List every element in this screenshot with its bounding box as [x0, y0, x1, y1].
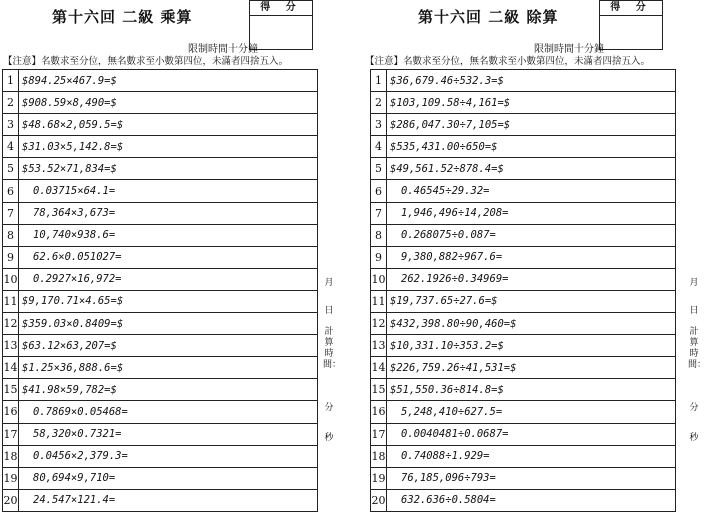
problem-row: [3, 379, 318, 401]
problem-row: [3, 401, 318, 423]
problem-number: 20: [371, 490, 387, 511]
problem-expression: $432,398.80÷90,460=$: [390, 317, 517, 330]
problem-expression: $51,550.36÷814.8=$: [390, 383, 504, 396]
day-label: 日: [689, 306, 699, 316]
problem-number: 10: [3, 269, 19, 290]
problem-list: [2, 69, 318, 512]
instruction-note: 【注意】名數求至分位，無名數求至小數第四位，未滿者四捨五入。: [3, 56, 289, 67]
problem-expression: $36,679.46÷532.3=$: [390, 74, 504, 87]
problem-number: 14: [371, 357, 387, 378]
problem-row: [371, 203, 676, 225]
problem-row: [371, 180, 676, 202]
problem-expression: 0.74088÷1.929=: [401, 450, 490, 463]
problem-expression: 0.2927×16,972=: [33, 273, 122, 286]
problem-expression: $49,561.52÷878.4=$: [390, 162, 504, 175]
problem-row: [3, 180, 318, 202]
problem-number: 9: [3, 247, 19, 268]
problem-number: 11: [3, 291, 19, 312]
problem-number: 8: [371, 225, 387, 246]
problem-expression: $359.03×0.8409=$: [22, 317, 124, 330]
problem-number: 14: [3, 357, 19, 378]
score-label: 得 分: [600, 1, 662, 16]
problem-expression: $535,431.00÷650=$: [390, 140, 498, 153]
problem-number: 3: [371, 114, 387, 135]
problem-row: [3, 247, 318, 269]
problem-expression: $41.98×59,782=$: [22, 383, 117, 396]
problem-number: 3: [3, 114, 19, 135]
problem-expression: 5,248,410÷627.5=: [401, 405, 503, 418]
problem-expression: 0.0456×2,379.3=: [33, 450, 128, 463]
problem-number: 15: [371, 379, 387, 400]
problem-expression: $63.12×63,207=$: [22, 339, 117, 352]
score-box: [249, 0, 313, 50]
problem-row: [371, 269, 676, 291]
problem-row: [3, 446, 318, 468]
score-box: [599, 0, 663, 50]
problem-row: [3, 92, 318, 114]
problem-number: 5: [3, 158, 19, 179]
problem-number: 16: [3, 401, 19, 422]
problem-number: 4: [371, 136, 387, 157]
problem-row: [371, 313, 676, 335]
instruction-note: 【注意】名數求至分位，無名數求至小數第四位，未滿者四捨五入。: [365, 56, 651, 67]
problem-row: [371, 379, 676, 401]
problem-row: [371, 335, 676, 357]
problem-expression: $53.52×71,834=$: [22, 162, 117, 175]
problem-row: [371, 357, 676, 379]
problem-number: 17: [3, 424, 19, 445]
problem-row: [371, 136, 676, 158]
problem-expression: $19,737.65÷27.6=$: [390, 295, 498, 308]
problem-row: [3, 490, 318, 512]
problem-row: [3, 203, 318, 225]
problem-number: 2: [3, 92, 19, 113]
problem-expression: $103,109.58÷4,161=$: [390, 96, 511, 109]
problem-expression: 62.6×0.051027=: [33, 251, 122, 264]
problem-expression: $894.25×467.9=$: [22, 74, 117, 87]
problem-row: [3, 313, 318, 335]
problem-row: [3, 269, 318, 291]
page-title: 第十六回 二級 除算: [418, 8, 559, 26]
problem-row: [371, 446, 676, 468]
problem-row: [3, 468, 318, 490]
problem-row: [371, 401, 676, 423]
month-label: 月: [324, 278, 334, 288]
problem-expression: 1,946,496÷14,208=: [401, 207, 509, 220]
problem-expression: 76,185,096÷793=: [401, 472, 496, 485]
problem-expression: $31.03×5,142.8=$: [22, 140, 124, 153]
problem-expression: $10,331.10÷353.2=$: [390, 339, 504, 352]
problem-list: [370, 69, 676, 512]
problem-number: 6: [3, 180, 19, 201]
problem-row: [3, 357, 318, 379]
problem-row: [371, 114, 676, 136]
problem-row: [3, 70, 318, 92]
problem-expression: $9,170.71×4.65=$: [22, 295, 124, 308]
problem-row: [371, 225, 676, 247]
problem-expression: 10,740×938.6=: [33, 229, 116, 242]
calc-time-label: 計算時間：: [688, 327, 706, 370]
problem-expression: 78,364×3,673=: [33, 207, 116, 220]
problem-number: 16: [371, 401, 387, 422]
problem-number: 10: [371, 269, 387, 290]
problem-expression: 0.03715×64.1=: [33, 185, 116, 198]
problem-expression: $48.68×2,059.5=$: [22, 118, 124, 131]
problem-number: 2: [371, 92, 387, 113]
problem-number: 12: [3, 313, 19, 334]
problem-number: 20: [3, 490, 19, 511]
problem-number: 15: [3, 379, 19, 400]
problem-expression: $908.59×8,490=$: [22, 96, 117, 109]
page-title: 第十六回 二級 乘算: [52, 8, 193, 26]
problem-number: 7: [3, 203, 19, 224]
problem-row: [3, 225, 318, 247]
problem-expression: $286,047.30÷7,105=$: [390, 118, 511, 131]
problem-number: 1: [3, 70, 19, 91]
problem-row: [3, 424, 318, 446]
problem-number: 1: [371, 70, 387, 91]
calc-time-label: 計算時間：: [323, 327, 342, 370]
problem-row: [371, 158, 676, 180]
problem-row: [3, 335, 318, 357]
problem-row: [3, 158, 318, 180]
problem-expression: 0.0040481÷0.0687=: [401, 428, 509, 441]
problem-expression: 262.1926÷0.34969=: [401, 273, 509, 286]
day-label: 日: [324, 306, 334, 316]
problem-number: 19: [371, 468, 387, 489]
problem-row: [371, 70, 676, 92]
time-limit: 限制時間十分鐘: [534, 44, 604, 55]
score-label: 得 分: [250, 1, 312, 16]
problem-number: 17: [371, 424, 387, 445]
problem-number: 18: [3, 446, 19, 467]
problem-expression: 632.636÷0.5804=: [401, 494, 496, 507]
problem-number: 4: [3, 136, 19, 157]
problem-row: [371, 490, 676, 512]
problem-number: 7: [371, 203, 387, 224]
problem-number: 6: [371, 180, 387, 201]
problem-number: 12: [371, 313, 387, 334]
problem-number: 9: [371, 247, 387, 268]
problem-row: [371, 468, 676, 490]
second-label: 秒: [324, 433, 334, 443]
minute-label: 分: [689, 403, 699, 413]
problem-number: 13: [371, 335, 387, 356]
problem-row: [371, 247, 676, 269]
problem-expression: 24.547×121.4=: [33, 494, 116, 507]
problem-row: [3, 136, 318, 158]
problem-expression: 0.7869×0.05468=: [33, 405, 128, 418]
problem-row: [371, 291, 676, 313]
problem-row: [3, 114, 318, 136]
problem-number: 18: [371, 446, 387, 467]
minute-label: 分: [324, 403, 334, 413]
problem-row: [3, 291, 318, 313]
problem-expression: $226,759.26÷41,531=$: [390, 361, 517, 374]
problem-expression: $1.25×36,888.6=$: [22, 361, 124, 374]
problem-number: 11: [371, 291, 387, 312]
problem-row: [371, 424, 676, 446]
multiplication-sheet: [0, 0, 350, 514]
time-limit: 限制時間十分鐘: [188, 44, 258, 55]
problem-expression: 80,694×9,710=: [33, 472, 116, 485]
month-label: 月: [689, 278, 699, 288]
division-sheet: [350, 0, 706, 514]
problem-expression: 58,320×0.7321=: [33, 428, 122, 441]
problem-number: 13: [3, 335, 19, 356]
problem-row: [371, 92, 676, 114]
problem-number: 19: [3, 468, 19, 489]
problem-expression: 9,380,882÷967.6=: [401, 251, 503, 264]
second-label: 秒: [689, 433, 699, 443]
problem-expression: 0.46545÷29.32=: [401, 185, 490, 198]
problem-number: 8: [3, 225, 19, 246]
problem-expression: 0.268075÷0.087=: [401, 229, 496, 242]
problem-number: 5: [371, 158, 387, 179]
